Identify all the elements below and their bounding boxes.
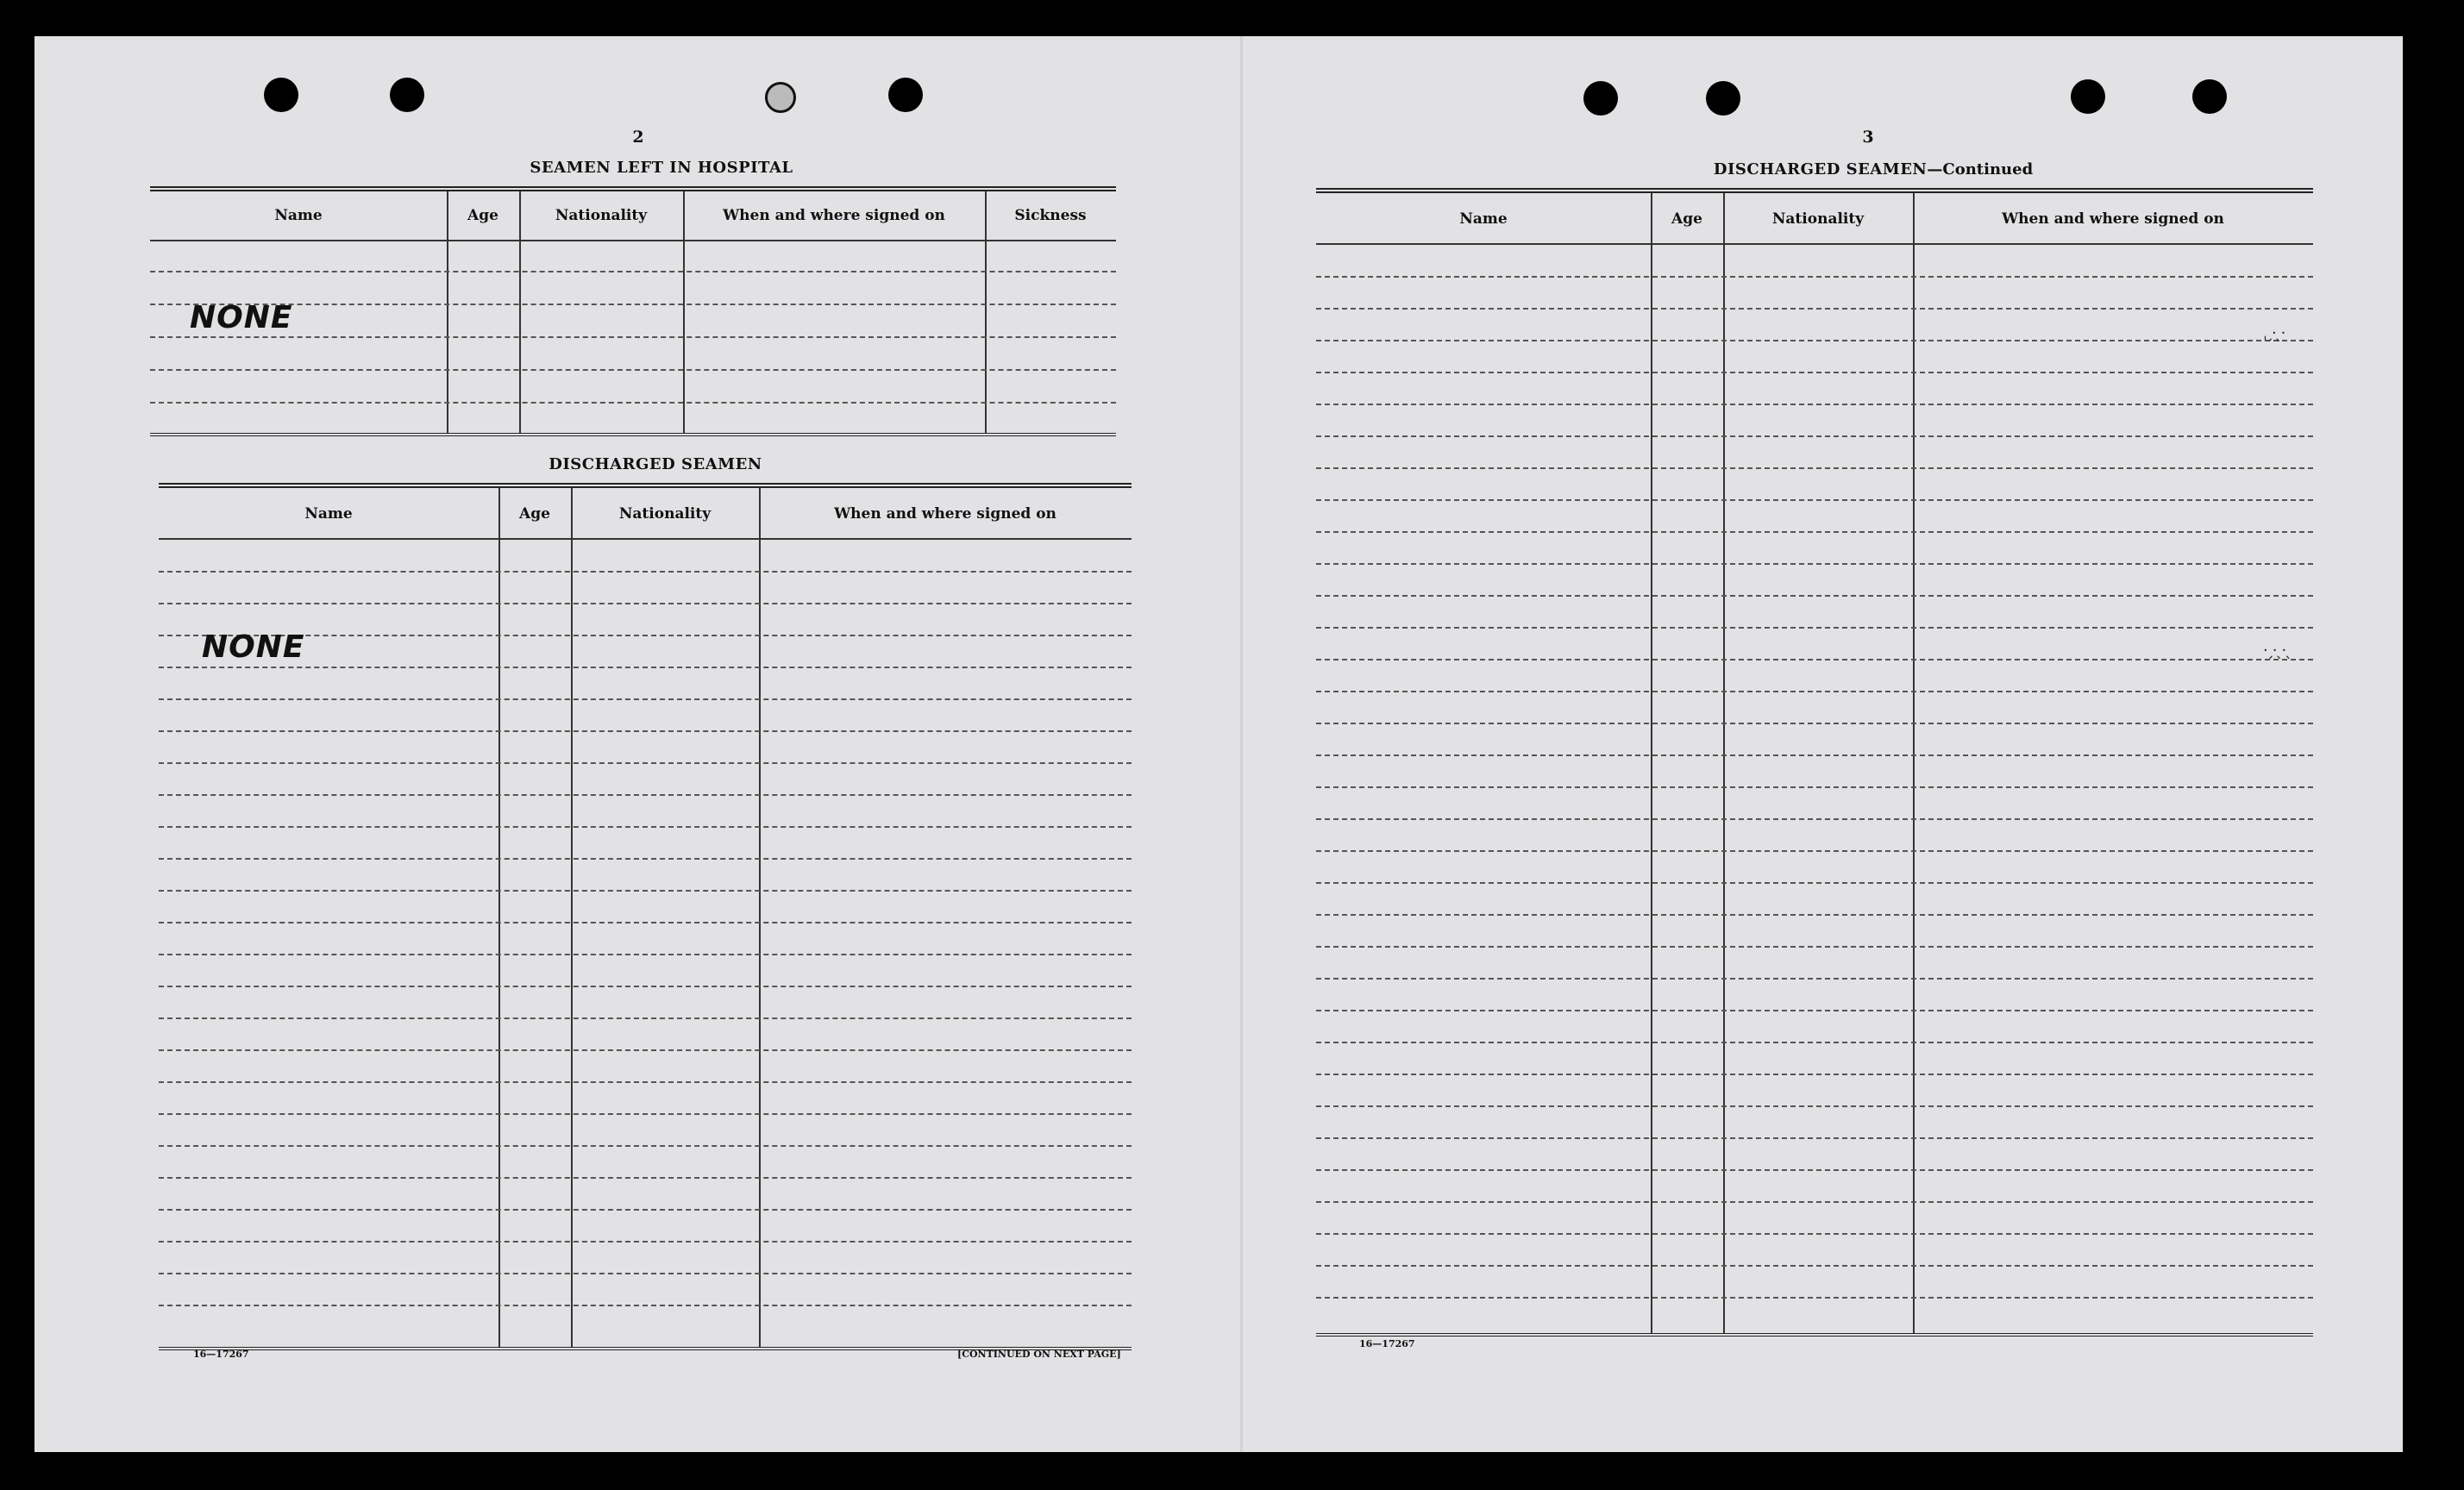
left-page (34, 36, 1240, 1452)
discharged-continued-table (1316, 188, 2313, 1337)
col-header-nationality: Nationality (555, 207, 648, 224)
col-header-sickness: Sickness (1014, 207, 1087, 224)
discharged-continued-title (1714, 160, 2033, 178)
col-header-signed-on: When and where signed on (834, 505, 1056, 523)
col-header-age: Age (1671, 210, 1702, 228)
col-header-name: Name (274, 207, 323, 224)
col-header-nationality: Nationality (1771, 210, 1865, 228)
form-code: 16—17267 (1359, 1338, 1415, 1349)
discharged-continued-suffix: —Continued (1927, 160, 2034, 178)
col-header-nationality: Nationality (618, 505, 712, 523)
page-number: 2 (632, 128, 644, 147)
handwritten-none-entry: NONE (202, 629, 305, 665)
col-header-signed-on: When and where signed on (2002, 210, 2224, 228)
hospital-section-title: SEAMEN LEFT IN HOSPITAL (530, 159, 793, 177)
col-header-age: Age (467, 207, 498, 224)
ink-mark-icon: ˌˏ·ˎ· (2263, 324, 2285, 342)
page-number: 3 (1862, 128, 1874, 147)
ink-mark-icon: ·ˏ·ˎ·ˎ (2263, 642, 2292, 660)
form-code: 16—17267 (193, 1349, 249, 1360)
col-header-name: Name (1459, 210, 1508, 228)
handwritten-none-entry: NONE (190, 300, 293, 335)
continued-note: [CONTINUED ON NEXT PAGE] (957, 1349, 1121, 1360)
col-header-age: Age (519, 505, 550, 523)
col-header-name: Name (304, 505, 353, 523)
hospital-table (150, 186, 1116, 436)
discharged-section-title: DISCHARGED SEAMEN (549, 455, 762, 473)
discharged-table (159, 483, 1132, 1350)
form-sheet (34, 36, 2403, 1452)
col-header-signed-on: When and where signed on (723, 207, 945, 224)
discharged-continued-title-main: DISCHARGED SEAMEN (1713, 160, 1928, 178)
right-page (1240, 36, 2403, 1452)
